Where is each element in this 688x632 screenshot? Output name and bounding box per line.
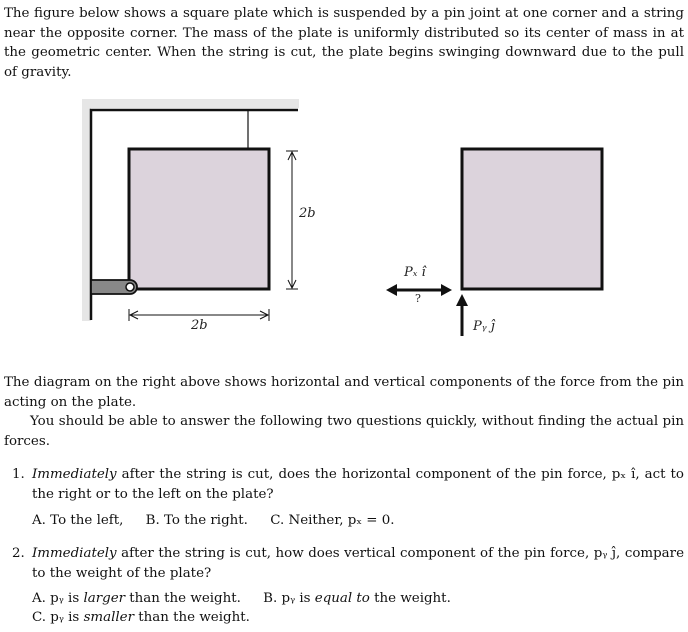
plate-right: [462, 149, 602, 289]
question-2-lead: Immediately: [32, 546, 117, 561]
q1-option-b: B. To the right.: [145, 513, 248, 528]
question-2-text: after the string is cut, how does vertical component of the pin force, pᵧ ĵ, compare to the weight of the plate?: [32, 546, 684, 581]
question-1-lead: Immediately: [32, 467, 117, 482]
question-2-options-row-1: [32, 589, 451, 609]
question-2-options-row-2: [32, 608, 250, 628]
py-arrow: [456, 294, 468, 336]
q2-option-c: C. pᵧ is smaller than the weight.: [32, 610, 250, 625]
q1-option-a: A. To the left,: [32, 513, 124, 528]
px-label: Pₓ î: [404, 265, 426, 280]
pin-joint: [91, 280, 137, 294]
body-paragraph-1: The diagram on the right above shows horizontal and vertical components of the force from the pin acting on the plate.: [4, 375, 684, 410]
horizontal-dimension-label: 2b: [191, 318, 208, 333]
question-2-number: 2.: [12, 546, 25, 561]
q2-option-b: B. pᵧ is equal to the weight.: [263, 591, 451, 606]
unknown-direction-label: ?: [415, 292, 421, 305]
question-1-text: after the string is cut, does the horizontal component of the pin force, pₓ î, act to the right or to the left on the plate?: [32, 467, 684, 502]
question-1-number: 1.: [12, 467, 25, 482]
vertical-dimension: [286, 151, 298, 289]
q1-option-c: C. Neither, pₓ = 0.: [270, 513, 395, 528]
question-1-options: [32, 511, 395, 531]
question-1: [12, 465, 684, 504]
vertical-dimension-label: 2b: [299, 206, 316, 221]
py-label: Pᵧ ĵ: [473, 319, 495, 334]
body-paragraph-2: You should be able to answer the following two questions quickly, without finding the actual pin forces.: [4, 414, 684, 449]
question-2: [12, 544, 684, 583]
intro-paragraph: The figure below shows a square plate which is suspended by a pin joint at one corner and a string near the opposite corner. The mass of the plate is uniformly distributed so its center of mass in at the geometric center. When the string is cut, the plate begins swinging downward due to the pull of gravity.: [4, 6, 684, 80]
q2-option-a: A. pᵧ is larger than the weight.: [32, 591, 241, 606]
plate-left: [129, 149, 269, 289]
